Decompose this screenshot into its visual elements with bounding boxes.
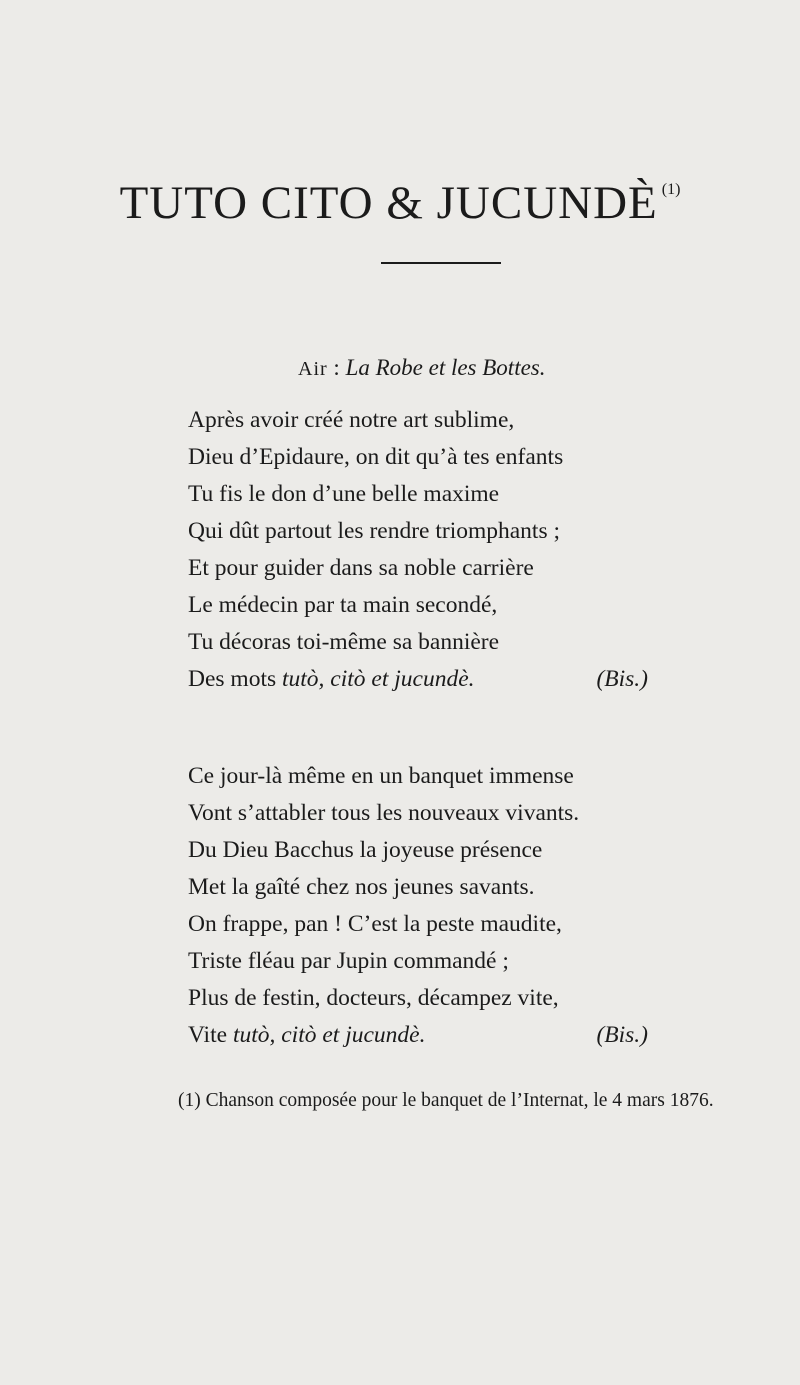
verse-line: Qui dût partout les rendre triomphants ; xyxy=(188,518,561,544)
title-divider xyxy=(381,262,501,264)
verse-line: Le médecin par ta main secondé, xyxy=(188,592,498,618)
verse-line: Ce jour-là même en un banquet immense xyxy=(188,763,574,789)
verse-line: Du Dieu Bacchus la joyeuse présence xyxy=(188,837,543,863)
verse-line: Et pour guider dans sa noble carrière xyxy=(188,555,534,581)
poem-title-text: TUTO CITO & JUCUNDÈ xyxy=(119,177,658,229)
verse-line-final xyxy=(188,1017,658,1054)
verse-prefix: Des mots xyxy=(188,666,282,692)
verse-prefix: Vite xyxy=(188,1022,233,1048)
verse-line: Dieu d’Epidaure, on dit qu’à tes enfants xyxy=(188,444,564,470)
verse-line-final xyxy=(188,661,658,698)
footnote xyxy=(150,1087,725,1115)
verse-line: Tu fis le don d’une belle maxime xyxy=(188,481,500,507)
verse-line: Plus de festin, docteurs, décampez vite, xyxy=(188,985,559,1011)
poem-title xyxy=(0,160,800,233)
stanza-2 xyxy=(188,758,658,1054)
verse-motto: tutò, citò et jucundè. xyxy=(232,1022,426,1048)
verse-motto: tutò, citò et jucundè. xyxy=(282,666,475,692)
refrain-marker: (Bis.) xyxy=(596,666,648,692)
verse-line: Met la gaîté chez nos jeunes savants. xyxy=(188,874,535,900)
verse-line: Tu décoras toi-même sa bannière xyxy=(188,629,500,655)
refrain-marker: (Bis.) xyxy=(596,1022,648,1048)
air-indication xyxy=(298,353,546,384)
verse-line: On frappe, pan ! C’est la peste maudite, xyxy=(188,911,562,937)
footnote-text: Chanson composée pour le banquet de l’Internat, le 4 mars 1876. xyxy=(205,1090,714,1111)
footnote-reference: (1) xyxy=(661,181,681,198)
verse-line: Vont s’attabler tous les nouveaux vivants. xyxy=(188,800,580,826)
stanza-1 xyxy=(188,402,658,698)
air-separator: : xyxy=(327,355,346,380)
verse-line: Triste fléau par Jupin commandé ; xyxy=(188,948,509,974)
verse-line: Après avoir créé notre art sublime, xyxy=(188,407,515,433)
air-tune: La Robe et les Bottes. xyxy=(345,355,546,380)
footnote-number: (1) xyxy=(178,1090,201,1111)
air-label: Air xyxy=(298,358,328,380)
